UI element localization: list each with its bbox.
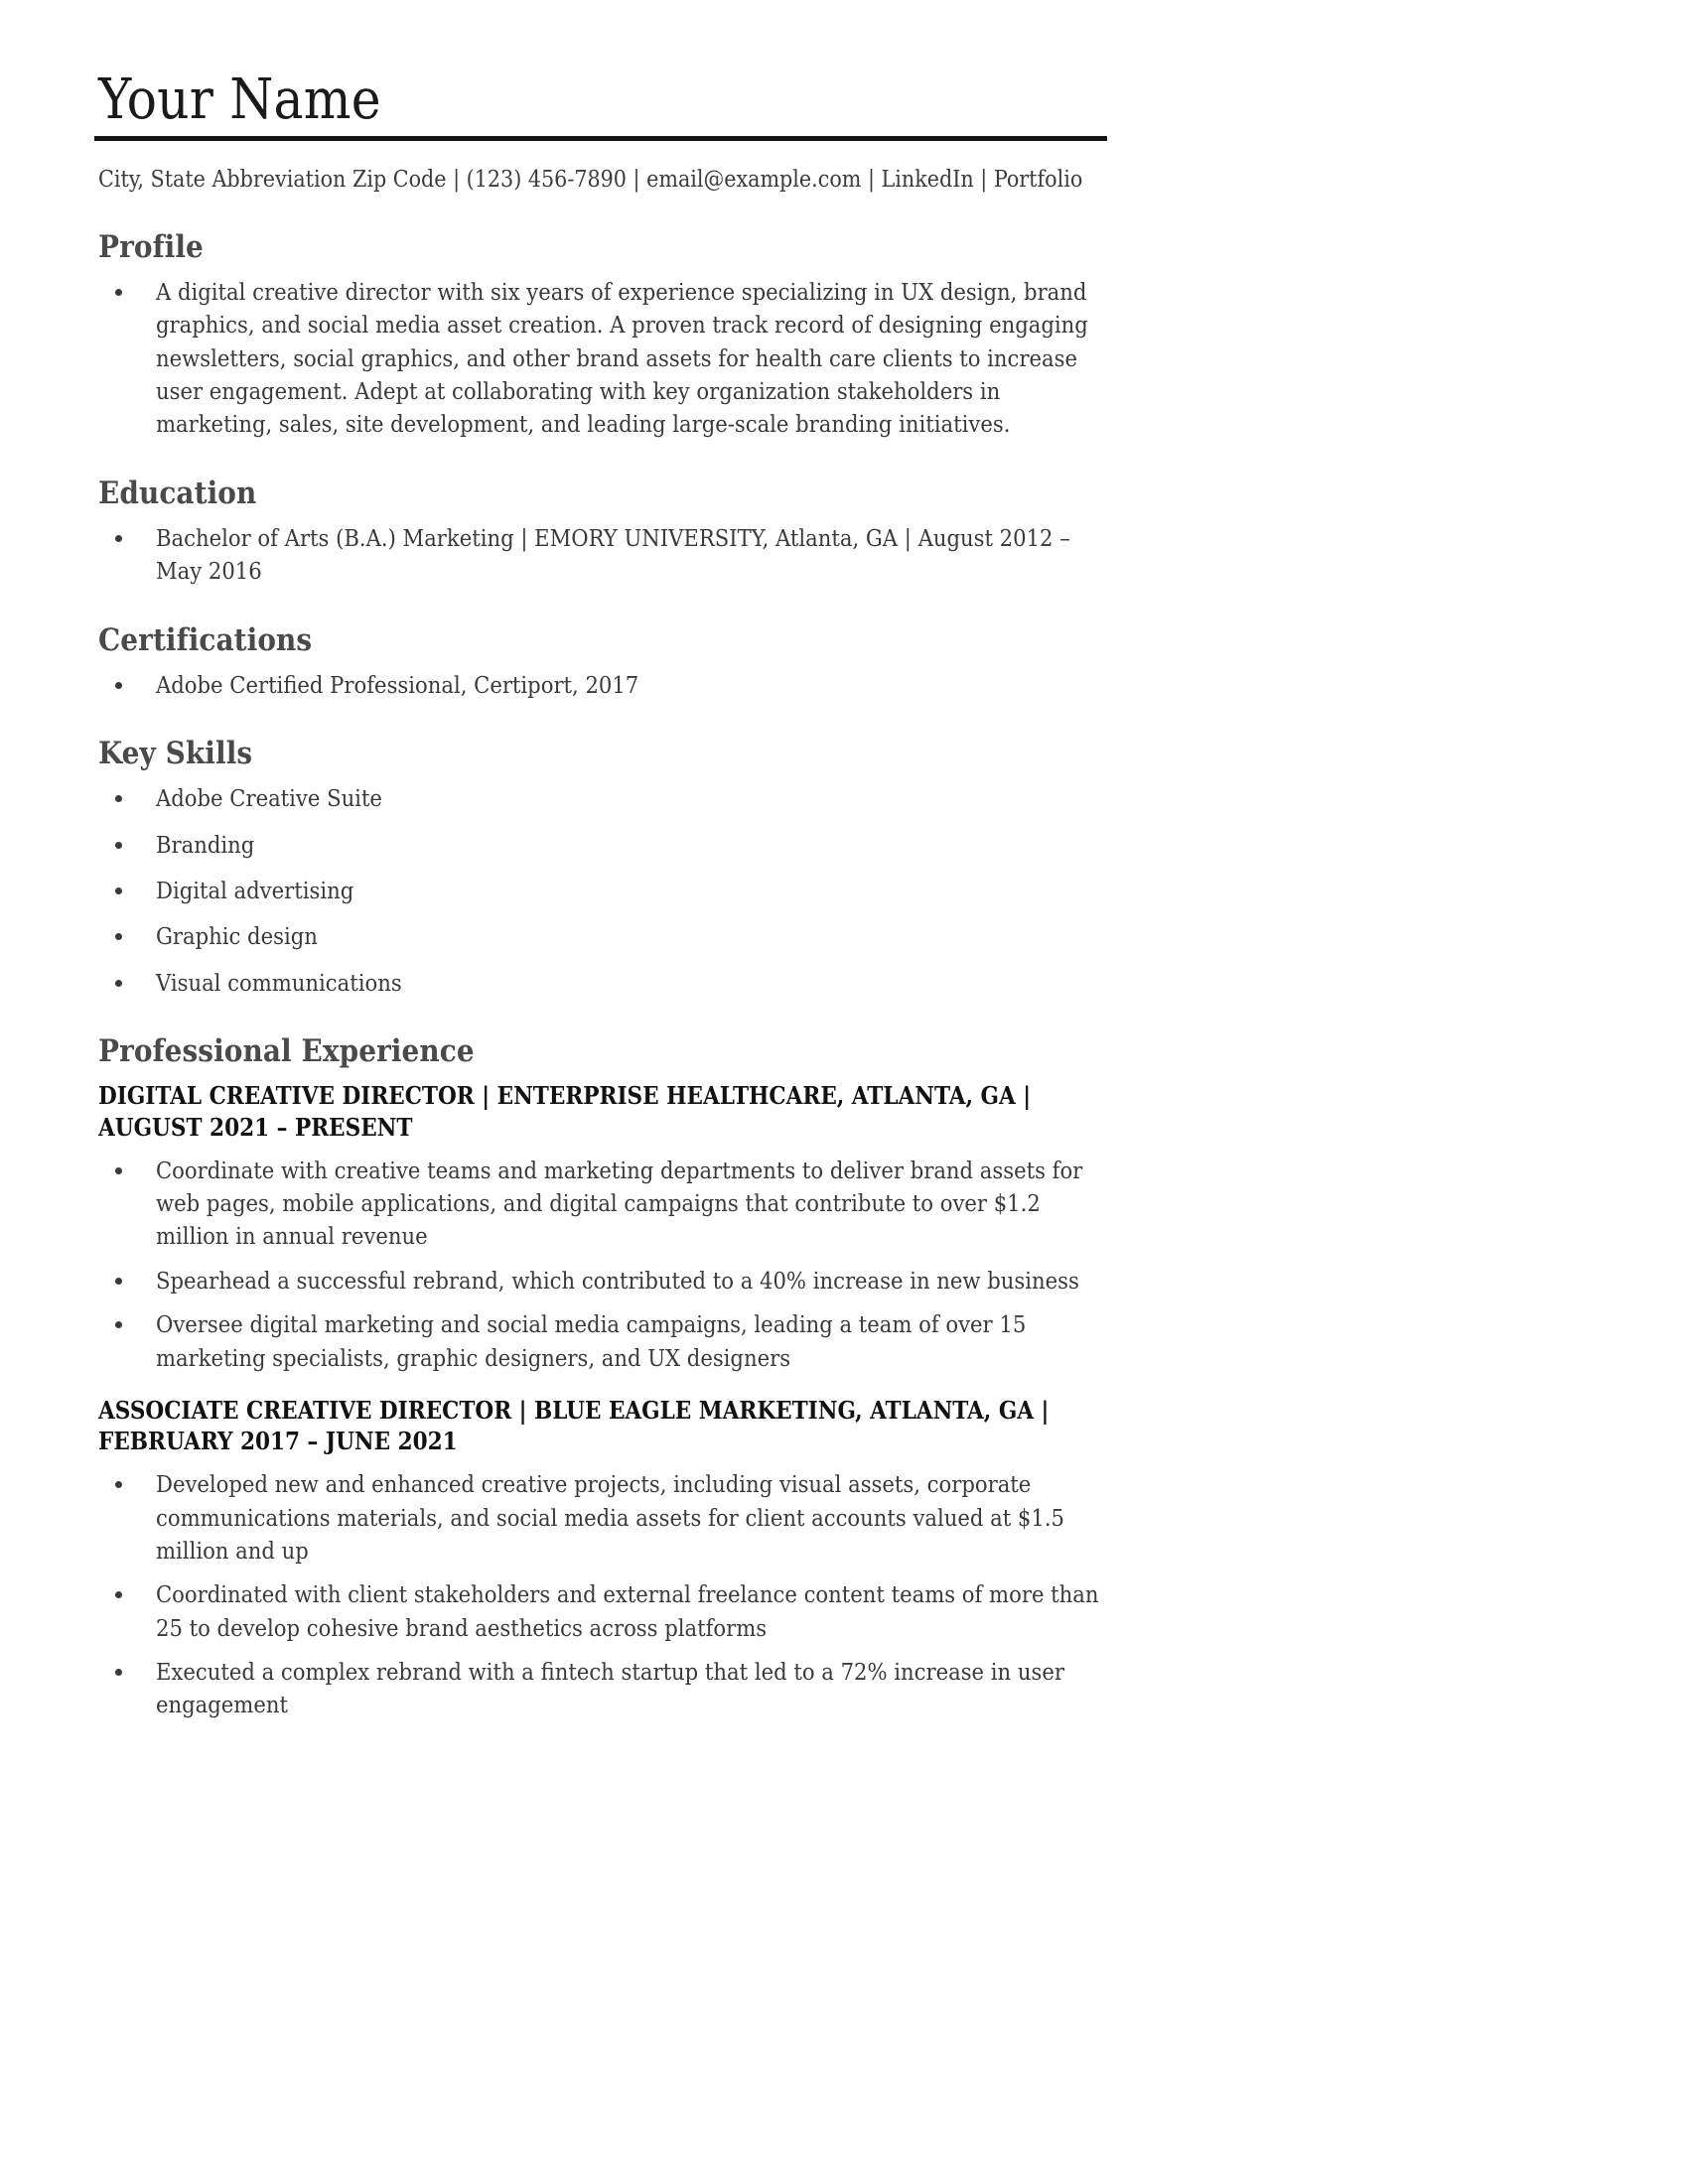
list-item: Bachelor of Arts (B.A.) Marketing | EMORY UNIVERSITY, Atlanta, GA | August 2012 – May 2016	[94, 522, 1107, 589]
section-heading-profile: Profile	[98, 228, 204, 265]
profile-list	[94, 276, 1107, 442]
certifications-list	[94, 669, 1107, 702]
list-item: Graphic design	[94, 920, 1107, 953]
key-skills-list	[94, 782, 1107, 1000]
section-heading-key-skills: Key Skills	[98, 736, 253, 772]
resume-header	[94, 69, 1107, 196]
list-item: Coordinate with creative teams and marketing departments to deliver brand assets for web pages, mobile applications, and digital campaigns that contribute to over $1.2 million in annual revenue	[94, 1155, 1107, 1254]
section-heading-education: Education	[98, 475, 257, 511]
job-bullets-list	[94, 1468, 1107, 1722]
section-certifications	[94, 622, 1107, 703]
job-title-line: ASSOCIATE CREATIVE DIRECTOR | BLUE EAGLE MARKETING, ATLANTA, GA | FEBRUARY 2017 – JUNE 2021	[98, 1395, 1050, 1456]
list-item: Digital advertising	[94, 875, 1107, 907]
candidate-name: Your Name	[98, 68, 381, 132]
list-item: Branding	[94, 829, 1107, 862]
education-list	[94, 522, 1107, 589]
list-item: Spearhead a successful rebrand, which contributed to a 40% increase in new business	[94, 1265, 1107, 1297]
section-profile	[94, 229, 1107, 442]
list-item: Developed new and enhanced creative projects, including visual assets, corporate communications materials, and social media assets for client accounts valued at $1.5 million and up	[94, 1468, 1107, 1568]
header-divider	[94, 136, 1107, 141]
section-key-skills	[94, 736, 1107, 1000]
section-heading-certifications: Certifications	[98, 621, 313, 658]
list-item: Visual communications	[94, 967, 1107, 1000]
list-item: Executed a complex rebrand with a fintech startup that led to a 72% increase in user engagement	[94, 1656, 1107, 1722]
list-item: Adobe Creative Suite	[94, 782, 1107, 815]
job-bullets-list	[94, 1155, 1107, 1375]
list-item: A digital creative director with six years of experience specializing in UX design, brand graphics, and social media asset creation. A proven track record of designing engaging newsletters, social graphics, and other brand assets for health care clients to increase user engagement. Adept at collaborating with key organization stakeholders in marketing, sales, site development, and leading large-scale branding initiatives.	[94, 276, 1107, 442]
section-heading-professional-experience: Professional Experience	[98, 1033, 475, 1070]
section-professional-experience	[94, 1033, 1107, 1722]
experience-entry	[94, 1395, 1107, 1722]
list-item: Coordinated with client stakeholders and external freelance content teams of more than 25 to develop cohesive brand aesthetics across platforms	[94, 1578, 1107, 1645]
experience-entry	[94, 1080, 1107, 1375]
list-item: Oversee digital marketing and social media campaigns, leading a team of over 15 marketing specialists, graphic designers, and UX designers	[94, 1308, 1107, 1375]
job-title-line: DIGITAL CREATIVE DIRECTOR | ENTERPRISE HEALTHCARE, ATLANTA, GA | AUGUST 2021 – PRESENT	[98, 1081, 1032, 1142]
contact-info-line: City, State Abbreviation Zip Code | (123) 456-7890 | email@example.com | LinkedIn | Portfolio	[98, 166, 1083, 193]
list-item: Adobe Certified Professional, Certiport, 2017	[94, 669, 1107, 702]
section-education	[94, 476, 1107, 589]
